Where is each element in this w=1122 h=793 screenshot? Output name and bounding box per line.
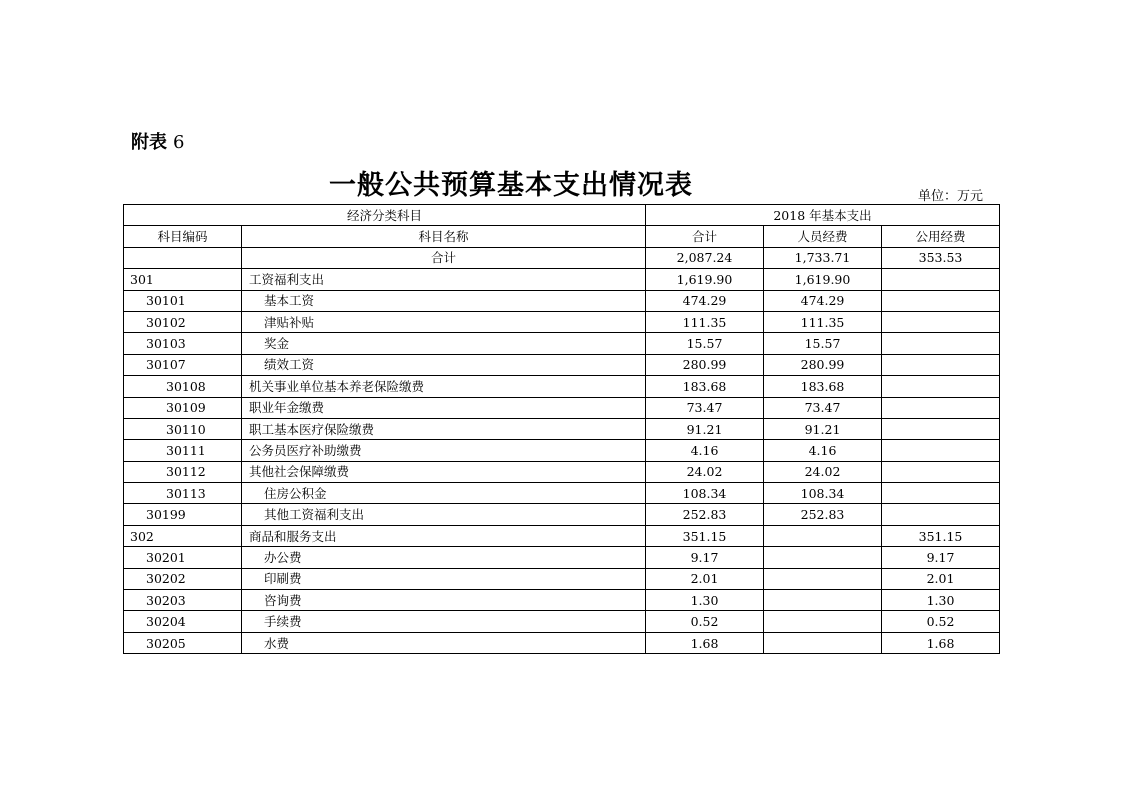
row-name: 水费	[242, 632, 646, 653]
attachment-number: 6	[173, 132, 185, 153]
row-personnel: 73.47	[764, 397, 882, 418]
row-code: 30108	[124, 376, 242, 397]
budget-table	[123, 204, 1000, 654]
table-row	[124, 440, 1000, 461]
row-total: 1,619.90	[646, 269, 764, 290]
row-public: 2.01	[882, 568, 1000, 589]
table-row	[124, 483, 1000, 504]
total-row-label: 合计	[242, 247, 646, 268]
column-header-row	[124, 226, 1000, 247]
row-code: 301	[124, 269, 242, 290]
row-personnel: 91.21	[764, 418, 882, 439]
total-column-header: 合计	[646, 226, 764, 247]
table-row	[124, 504, 1000, 525]
row-code: 30205	[124, 632, 242, 653]
page-title: 一般公共预算基本支出情况表	[329, 170, 693, 201]
table-row	[124, 269, 1000, 290]
row-total: 0.52	[646, 611, 764, 632]
basic-expense-header: 2018 年基本支出	[646, 205, 1000, 226]
row-personnel: 252.83	[764, 504, 882, 525]
row-code: 30109	[124, 397, 242, 418]
table-row	[124, 397, 1000, 418]
row-code: 30101	[124, 290, 242, 311]
row-public: 9.17	[882, 547, 1000, 568]
row-public	[882, 504, 1000, 525]
row-total: 280.99	[646, 354, 764, 375]
row-public	[882, 290, 1000, 311]
row-code: 30112	[124, 461, 242, 482]
row-code: 30203	[124, 590, 242, 611]
row-total: 4.16	[646, 440, 764, 461]
table-row	[124, 611, 1000, 632]
row-name: 基本工资	[242, 290, 646, 311]
table-row	[124, 590, 1000, 611]
row-public	[882, 440, 1000, 461]
table-row	[124, 461, 1000, 482]
row-public: 351.15	[882, 525, 1000, 546]
row-name: 办公费	[242, 547, 646, 568]
row-personnel: 183.68	[764, 376, 882, 397]
name-column-header: 科目名称	[242, 226, 646, 247]
row-name: 商品和服务支出	[242, 525, 646, 546]
row-personnel	[764, 590, 882, 611]
row-public	[882, 461, 1000, 482]
row-name: 机关事业单位基本养老保险缴费	[242, 376, 646, 397]
row-personnel	[764, 632, 882, 653]
row-public: 1.30	[882, 590, 1000, 611]
row-personnel	[764, 611, 882, 632]
row-name: 公务员医疗补助缴费	[242, 440, 646, 461]
row-public	[882, 376, 1000, 397]
row-name: 职业年金缴费	[242, 397, 646, 418]
row-name: 津贴补贴	[242, 311, 646, 332]
table-row	[124, 418, 1000, 439]
row-name: 职工基本医疗保险缴费	[242, 418, 646, 439]
row-code: 30202	[124, 568, 242, 589]
table-row	[124, 311, 1000, 332]
row-total: 108.34	[646, 483, 764, 504]
table-row	[124, 376, 1000, 397]
code-column-header: 科目编码	[124, 226, 242, 247]
row-total: 9.17	[646, 547, 764, 568]
row-name: 其他社会保障缴费	[242, 461, 646, 482]
row-personnel: 4.16	[764, 440, 882, 461]
row-total: 15.57	[646, 333, 764, 354]
row-code: 30204	[124, 611, 242, 632]
row-name: 印刷费	[242, 568, 646, 589]
personnel-column-header: 人员经费	[764, 226, 882, 247]
row-personnel: 1,619.90	[764, 269, 882, 290]
row-personnel: 15.57	[764, 333, 882, 354]
row-name: 奖金	[242, 333, 646, 354]
row-total: 1.68	[646, 632, 764, 653]
row-personnel: 108.34	[764, 483, 882, 504]
row-personnel: 24.02	[764, 461, 882, 482]
row-personnel: 474.29	[764, 290, 882, 311]
row-total: 2.01	[646, 568, 764, 589]
row-name: 咨询费	[242, 590, 646, 611]
group-header-row	[124, 205, 1000, 226]
row-personnel	[764, 568, 882, 589]
row-total: 24.02	[646, 461, 764, 482]
row-public: 0.52	[882, 611, 1000, 632]
table-row	[124, 333, 1000, 354]
table-row	[124, 632, 1000, 653]
table-row	[124, 547, 1000, 568]
table-row	[124, 568, 1000, 589]
row-total: 1.30	[646, 590, 764, 611]
total-row-total: 2,087.24	[646, 247, 764, 268]
row-public	[882, 397, 1000, 418]
row-total: 91.21	[646, 418, 764, 439]
row-personnel: 280.99	[764, 354, 882, 375]
row-code: 302	[124, 525, 242, 546]
econ-class-header: 经济分类科目	[124, 205, 646, 226]
row-public	[882, 418, 1000, 439]
row-code: 30107	[124, 354, 242, 375]
row-public	[882, 311, 1000, 332]
total-row-public: 353.53	[882, 247, 1000, 268]
total-row-personnel: 1,733.71	[764, 247, 882, 268]
row-name: 绩效工资	[242, 354, 646, 375]
row-personnel	[764, 525, 882, 546]
row-name: 工资福利支出	[242, 269, 646, 290]
row-code: 30103	[124, 333, 242, 354]
row-total: 474.29	[646, 290, 764, 311]
row-code: 30199	[124, 504, 242, 525]
table-row	[124, 525, 1000, 546]
row-public	[882, 269, 1000, 290]
public-column-header: 公用经费	[882, 226, 1000, 247]
row-personnel: 111.35	[764, 311, 882, 332]
table-row	[124, 290, 1000, 311]
row-public	[882, 483, 1000, 504]
row-total: 73.47	[646, 397, 764, 418]
unit-label: 单位：万元	[917, 189, 983, 204]
row-code: 30110	[124, 418, 242, 439]
attachment-label	[131, 128, 184, 154]
row-code: 30111	[124, 440, 242, 461]
row-public: 1.68	[882, 632, 1000, 653]
row-code: 30102	[124, 311, 242, 332]
row-public	[882, 354, 1000, 375]
row-personnel	[764, 547, 882, 568]
row-total: 351.15	[646, 525, 764, 546]
total-row	[124, 247, 1000, 268]
attachment-label-text: 附表	[131, 132, 167, 153]
row-total: 183.68	[646, 376, 764, 397]
row-public	[882, 333, 1000, 354]
row-code: 30201	[124, 547, 242, 568]
row-name: 住房公积金	[242, 483, 646, 504]
row-total: 252.83	[646, 504, 764, 525]
total-row-code	[124, 247, 242, 268]
table-row	[124, 354, 1000, 375]
row-name: 其他工资福利支出	[242, 504, 646, 525]
row-total: 111.35	[646, 311, 764, 332]
row-code: 30113	[124, 483, 242, 504]
row-name: 手续费	[242, 611, 646, 632]
